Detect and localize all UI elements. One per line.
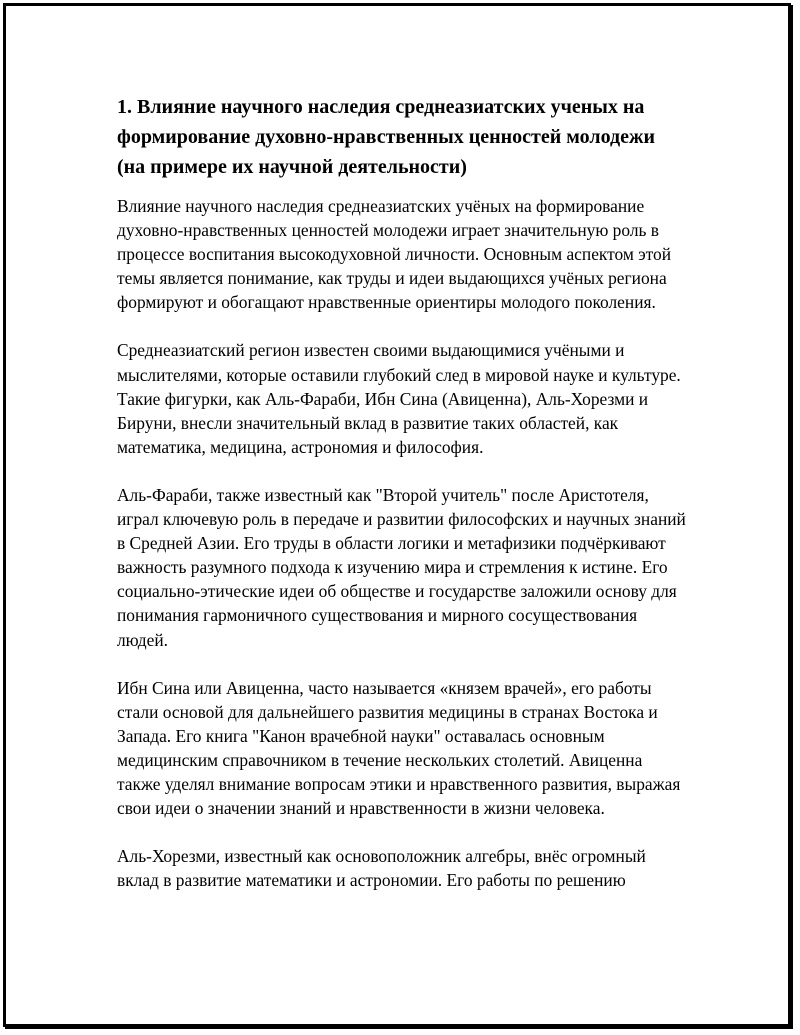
paragraph-ibn-sina: Ибн Сина или Авиценна, часто называется «князем врачей», его работы стали основой для дальнейшего развития медицины в странах Востока и Запада. Его книга "Канон врачебной науки" оставалась основным медицинским справочником в течение нескольких столетий. Авиценна также уделял внимание вопросам этики и нравственного развития, выражая свои идеи о значении знаний и нравственности в жизни человека.	[117, 677, 681, 819]
paragraph-al-farabi: Аль-Фараби, также известный как "Второй учитель" после Аристотеля, играл ключевую роль в передаче и развитии философских и научных знаний в Средней Азии. Его труды в области логики и метафизики подчёркивают важность разумного подхода к изучению мира и стремления к истине. Его социально-этические идеи об обществе и государстве заложили основу для понимания гармоничного существования и мирного сосуществования людей.	[117, 484, 686, 650]
paragraph-al-khwarizmi: Аль-Хорезми, известный как основоположник алгебры, внёс огромный вклад в развитие математики и астрономии. Его работы по решению	[117, 846, 646, 891]
paragraph-region-scholars: Среднеазиатский регион известен своими выдающимися учёными и мыслителями, которые оставили глубокий след в мировой науке и культуре. Такие фигурки, как Аль-Фараби, Ибн Сина (Авиценна), Аль-Хорезми и Бируни, внесли значительный вклад в развитие таких областей, как математика, медицина, астрономия и философия.	[117, 340, 681, 457]
document-body	[117, 92, 687, 892]
section-title: 1. Влияние научного наследия среднеазиатских ученых на формирование духовно-нравственных ценностей молодежи (на примере их научной деятельности)	[117, 96, 656, 178]
paragraph-intro: Влияние научного наследия среднеазиатских учёных на формирование духовно-нравственных ценностей молодежи играет значительную роль в процессе воспитания высокодуховной личности. Основным аспектом этой темы является понимание, как труды и идеи выдающихся учёных региона формируют и обогащают нравственные ориентиры молодого поколения.	[117, 196, 672, 313]
